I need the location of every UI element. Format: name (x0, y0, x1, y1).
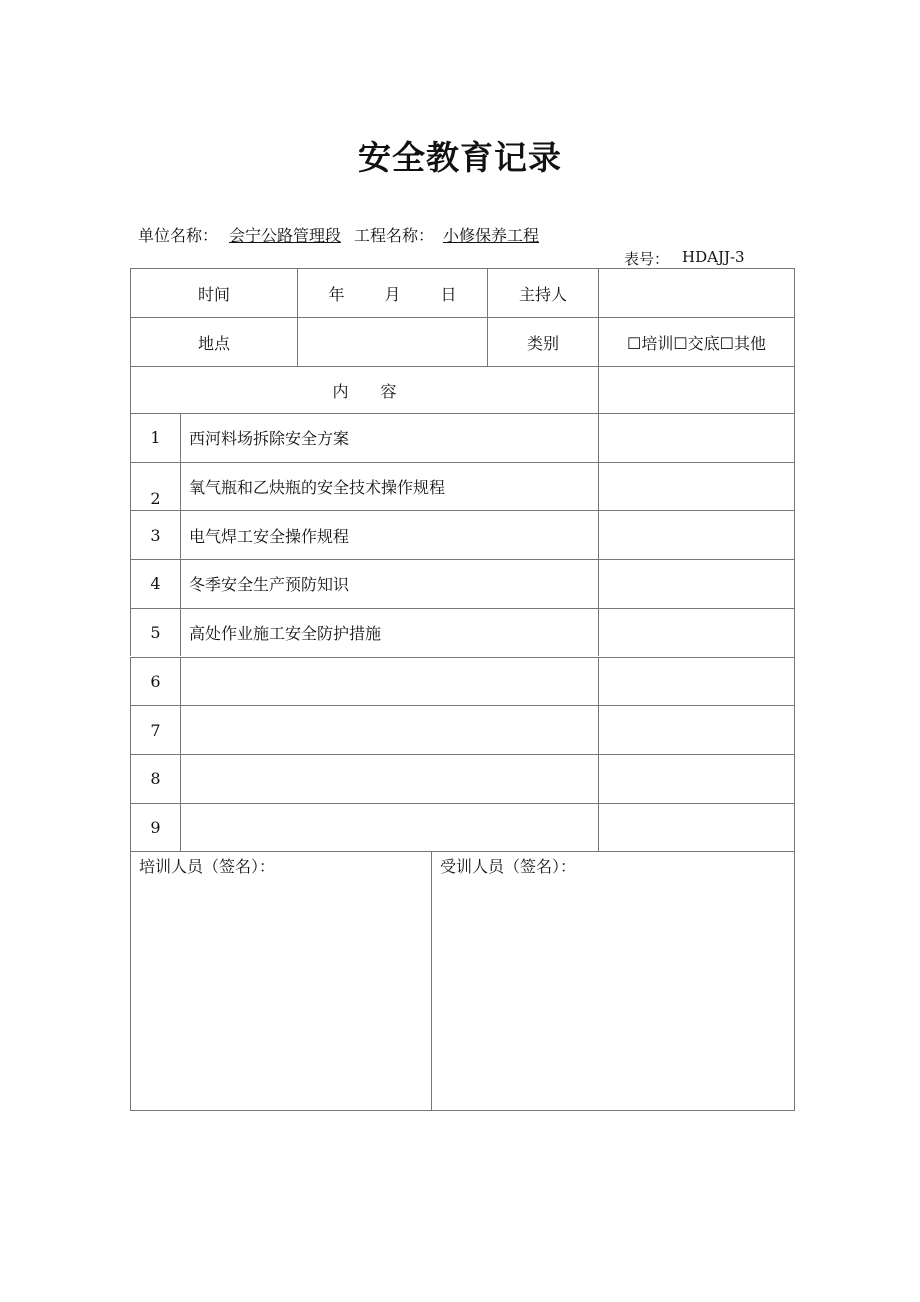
row-content[interactable] (180, 705, 598, 754)
row-remark[interactable] (598, 754, 794, 803)
row-content[interactable]: 氧气瓶和乙炔瓶的安全技术操作规程 (180, 462, 598, 511)
row-remark[interactable] (598, 559, 794, 608)
unit-label: 单位名称： (138, 226, 219, 245)
host-field[interactable] (598, 268, 794, 317)
row-content[interactable]: 西河料场拆除安全方案 (180, 413, 598, 462)
row-remark[interactable] (598, 608, 794, 657)
record-table (130, 268, 795, 1111)
project-label: 工程名称： (354, 226, 435, 245)
row-number: 8 (130, 754, 180, 803)
row-number: 2 (130, 462, 180, 511)
row-remark[interactable] (598, 462, 794, 511)
form-no-label: 表号： (624, 250, 670, 268)
row-content[interactable] (180, 657, 598, 706)
month-label: 月 (384, 284, 401, 304)
trainer-sign-label: 培训人员（签名）： (139, 857, 276, 876)
trainer-sign-field[interactable] (130, 851, 431, 1110)
unit-value: 会宁公路管理段 (229, 226, 342, 245)
row-content[interactable] (180, 803, 598, 852)
row-remark[interactable] (598, 657, 794, 706)
content-header-extra (598, 366, 794, 413)
row-number: 6 (130, 657, 180, 706)
row-number: 1 (130, 413, 180, 462)
row-remark[interactable] (598, 705, 794, 754)
row-number: 3 (130, 510, 180, 559)
content-header: 内 容 (130, 366, 598, 413)
row-number: 5 (130, 608, 180, 657)
row-content[interactable]: 冬季安全生产预防知识 (180, 559, 598, 608)
place-label: 地点 (130, 317, 297, 366)
row-content[interactable] (180, 754, 598, 803)
page-title: 安全教育记录 (358, 138, 562, 177)
trainee-sign-field[interactable] (431, 851, 794, 1110)
place-field[interactable] (297, 317, 487, 366)
row-remark[interactable] (598, 413, 794, 462)
row-number: 9 (130, 803, 180, 852)
trainee-sign-label: 受训人员（签名）： (440, 857, 577, 876)
year-label: 年 (328, 284, 345, 304)
category-options[interactable]: ☐培训☐交底☐其他 (598, 317, 794, 366)
time-label: 时间 (130, 268, 297, 317)
row-remark[interactable] (598, 803, 794, 852)
category-label: 类别 (487, 317, 598, 366)
project-value: 小修保养工程 (443, 226, 540, 245)
host-label: 主持人 (487, 268, 598, 317)
row-number: 4 (130, 559, 180, 608)
form-no-value: HDAJJ-3 (682, 248, 745, 266)
row-content[interactable]: 高处作业施工安全防护措施 (180, 608, 598, 657)
date-field[interactable] (297, 268, 487, 317)
day-label: 日 (440, 284, 457, 304)
row-remark[interactable] (598, 510, 794, 559)
row-content[interactable]: 电气焊工安全操作规程 (180, 510, 598, 559)
row-number: 7 (130, 705, 180, 754)
